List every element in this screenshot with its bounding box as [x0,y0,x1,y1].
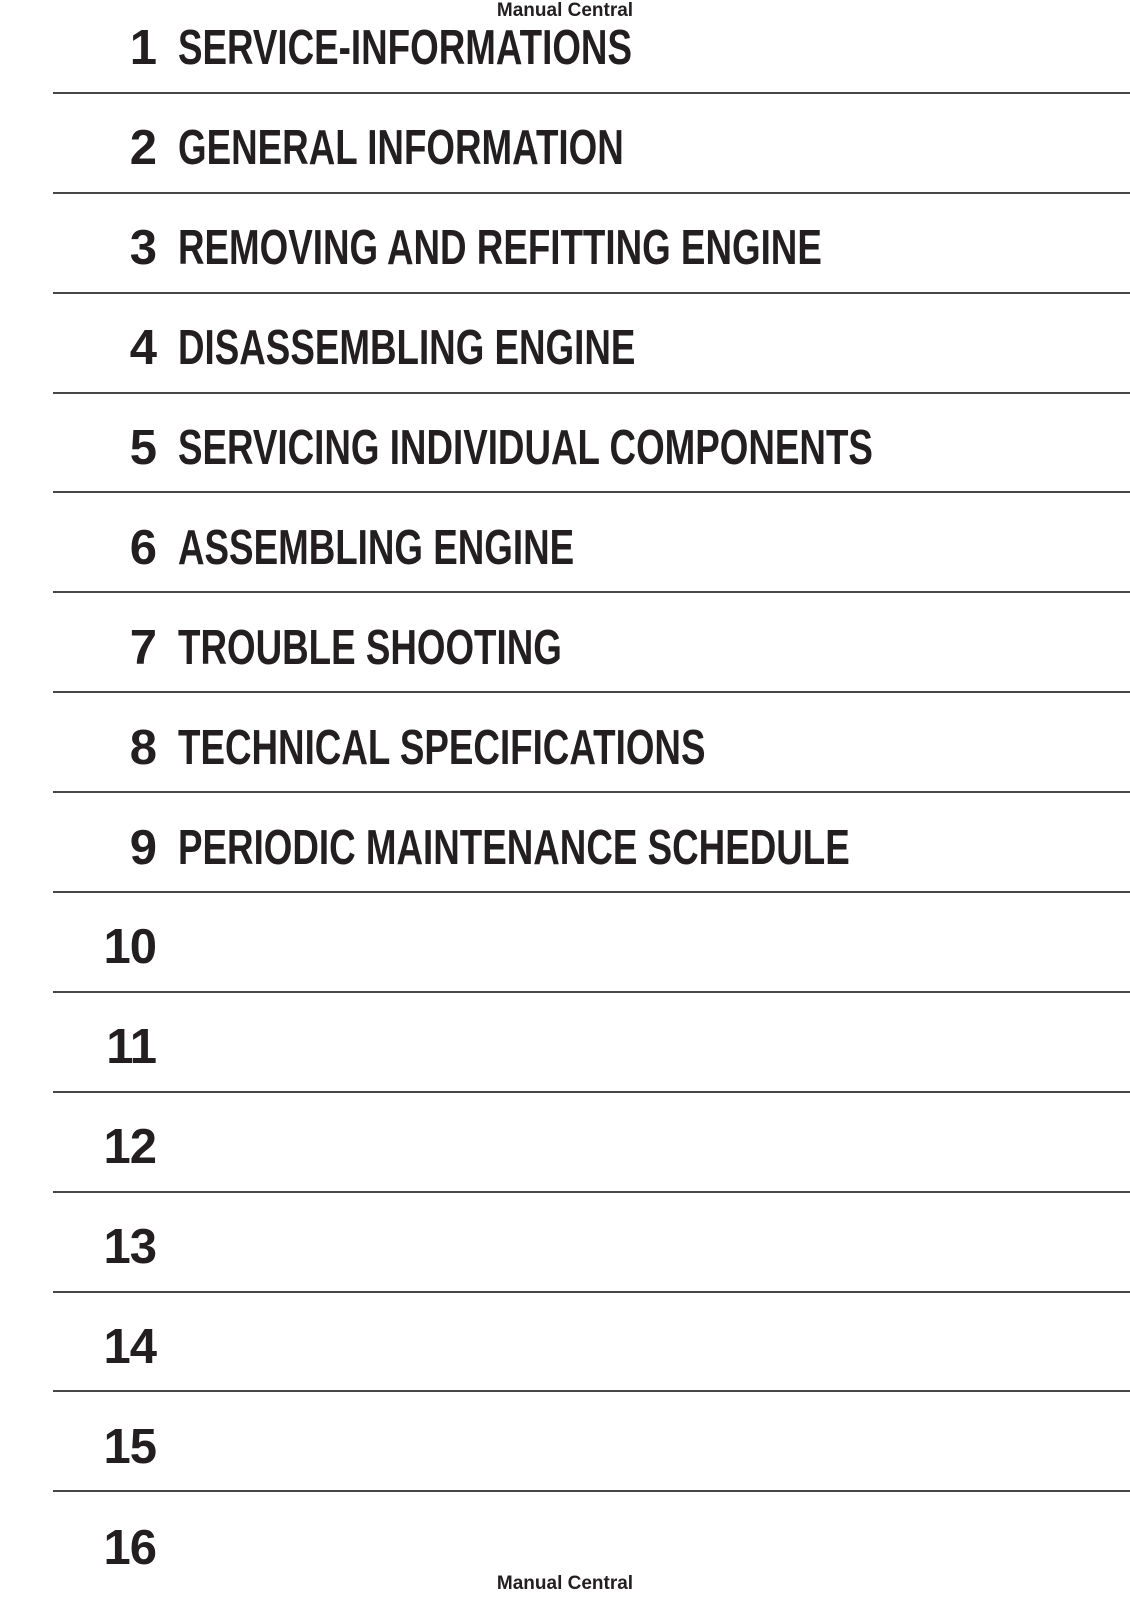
toc-row [53,993,1130,1093]
footer-label: Manual Central [496,1573,634,1594]
chapter-number: 7 [129,620,156,675]
chapter-title: SERVICE-INFORMATIONS [178,21,632,76]
toc-row [53,0,1130,94]
chapter-title: DISASSEMBLING ENGINE [178,321,636,376]
toc-row [53,94,1130,194]
chapter-number: 14 [103,1320,156,1375]
header-label: Manual Central [496,0,634,21]
chapter-number: 6 [129,520,156,575]
chapter-number: 9 [129,820,156,875]
chapter-number: 10 [103,920,156,975]
toc-row [53,593,1130,693]
toc-row [53,693,1130,793]
chapter-title: TROUBLE SHOOTING [178,620,562,675]
chapter-number: 8 [129,720,156,775]
chapter-number: 3 [129,221,156,276]
toc-row [53,294,1130,394]
chapter-title: ASSEMBLING ENGINE [178,520,575,575]
chapter-number: 15 [103,1419,156,1474]
chapter-title: GENERAL INFORMATION [178,121,624,176]
chapter-title: PERIODIC MAINTENANCE SCHEDULE [178,820,850,875]
toc-row [53,893,1130,993]
chapter-number: 13 [103,1220,156,1275]
toc-row [53,394,1130,494]
toc-row [53,1093,1130,1193]
chapter-number: 5 [129,421,156,475]
chapter-number: 2 [129,121,156,176]
toc-row [53,493,1130,593]
chapter-number: 4 [129,321,156,376]
chapter-number: 12 [103,1120,156,1175]
chapter-number: 1 [129,21,156,76]
toc-row [53,194,1130,294]
chapter-number: 11 [106,1020,156,1075]
toc-row [53,1193,1130,1293]
chapter-title: TECHNICAL SPECIFICATIONS [178,720,706,775]
toc-row [53,1392,1130,1492]
toc-row [53,793,1130,893]
toc-row [53,1293,1130,1393]
chapter-title: REMOVING AND REFITTING ENGINE [178,221,822,276]
chapter-title: SERVICING INDIVIDUAL COMPONENTS [178,421,873,475]
chapter-number: 16 [103,1520,156,1575]
